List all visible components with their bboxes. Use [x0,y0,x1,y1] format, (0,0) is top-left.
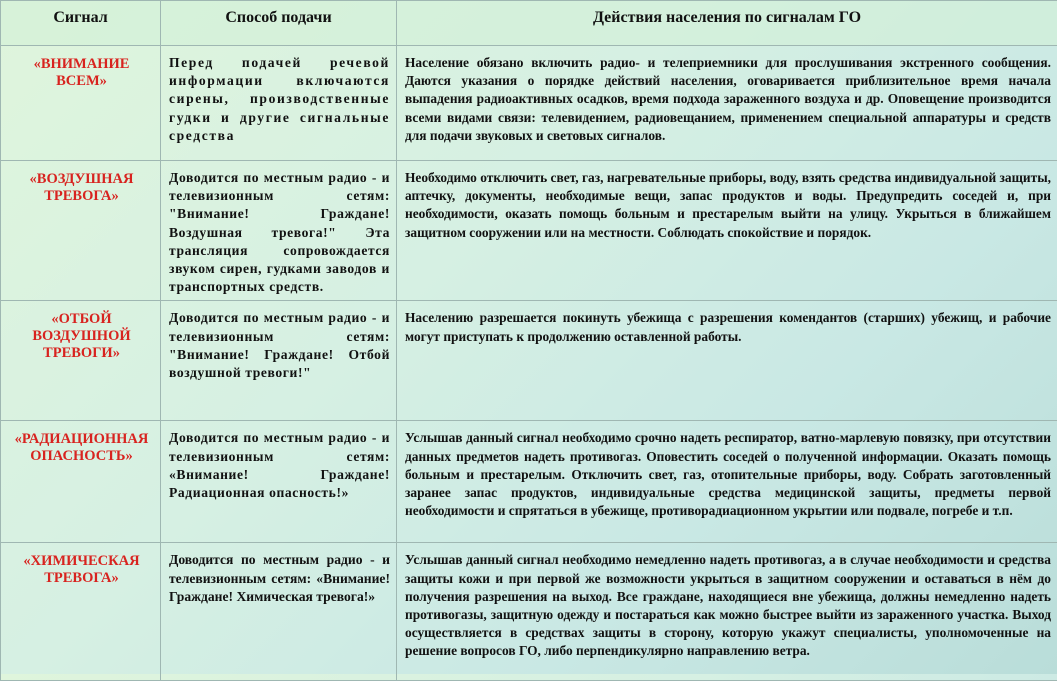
signal-label-line: ВОЗДУШНОЙ [9,328,154,345]
table-row [1,301,1057,421]
method-cell: Доводится по местным радио - и телевизионным сетям: «Внимание! Граждане! Химическая тревога!» [161,543,397,681]
method-cell: Доводится по местным радио - и телевизионным сетям: "Внимание! Граждане! Воздушная тревога!" Эта трансляция сопровождается звуком сирен, гудками заводов и транспортных средств. [161,161,397,301]
signal-label-line: «ВОЗДУШНАЯ [9,171,154,188]
method-cell: Перед подачей речевой информации включаются сирены, производственные гудки и другие сигнальные средства [161,46,397,161]
signal-label-line: ОПАСНОСТЬ» [9,448,154,465]
actions-cell: Население обязано включить радио- и телеприемники для прослушивания экстренного сообщения. Даются указания о порядке действий населения, оговаривается приблизительное время начала выпадения радиоактивных осадков, время подхода зараженного воздуха и др. Оповещение производится всеми видами связи: телевидением, радиовещанием, применением специальной аппаратуры и средств для подачи звуковых и световых сигналов. [397,46,1057,161]
actions-cell: Услышав данный сигнал необходимо немедленно надеть противогаз, а в случае необходимости и средства защиты кожи и при первой же возможности укрыться в защитном сооружении и оставаться в нём до получения разрешения на выход. Все граждане, находящиеся вне убежища, должны немедленно надеть противогазы, защитную одежду и постараться как можно быстрее выйти из зараженного участка. Выход осуществляется в средствах защиты в сторону, которую укажут специалисты, уполномоченные на решение вопросов ГО, либо перпендикулярно направлению ветра. [397,543,1057,681]
signal-cell [1,543,161,681]
signal-cell [1,161,161,301]
actions-cell: Населению разрешается покинуть убежища с разрешения комендантов (старших) убежищ, и рабочие могут приступать к продолжению оставленной работы. [397,301,1057,421]
method-cell: Доводится по местным радио - и телевизионным сетям: "Внимание! Граждане! Отбой воздушной тревоги!" [161,301,397,421]
signal-label-line: ВСЕМ» [9,73,154,90]
table-header-row [1,1,1057,46]
actions-cell: Необходимо отключить свет, газ, нагревательные приборы, воду, взять средства индивидуальной защиты, аптечку, документы, необходимые вещи, запас продуктов и воды. Предупредить соседей и, при необходимости, оказать помощь больным и престарелым выйти на улицу. Укрыться в ближайшем защитном сооружении или на местности. Соблюдать спокойствие и порядок. [397,161,1057,301]
header-actions: Действия населения по сигналам ГО [397,1,1057,46]
signal-label-line: ТРЕВОГА» [9,188,154,205]
signal-label-line: ТРЕВОГИ» [9,345,154,362]
actions-cell: Услышав данный сигнал необходимо срочно надеть респиратор, ватно-марлевую повязку, при отсутствии данных предметов надеть противогаз. Оповестить соседей о полученной информации. Оказать помощь больным и престарелым. Отключить свет, газ, отопительные приборы, воду. Собрать заготовленный заранее запас продуктов, индивидуальные средства медицинской защиты, предметы первой необходимости и спрятаться в убежище, противорадиационном укрытии или подвале, погребе и т.п. [397,421,1057,543]
signal-label-line: «ВНИМАНИЕ [9,56,154,73]
signal-label-line: ТРЕВОГА» [9,570,154,587]
signal-cell [1,301,161,421]
signal-label-line: «ХИМИЧЕСКАЯ [9,553,154,570]
signal-cell [1,46,161,161]
table-row [1,161,1057,301]
table-row [1,421,1057,543]
header-method: Способ подачи [161,1,397,46]
signal-label-line: «ОТБОЙ [9,311,154,328]
signal-cell [1,421,161,543]
header-signal: Сигнал [1,1,161,46]
table-row [1,543,1057,681]
method-cell: Доводится по местным радио - и телевизионным сетям: «Внимание! Граждане! Радиационная опасность!» [161,421,397,543]
signal-label-line: «РАДИАЦИОННАЯ [9,431,154,448]
table-row [1,46,1057,161]
